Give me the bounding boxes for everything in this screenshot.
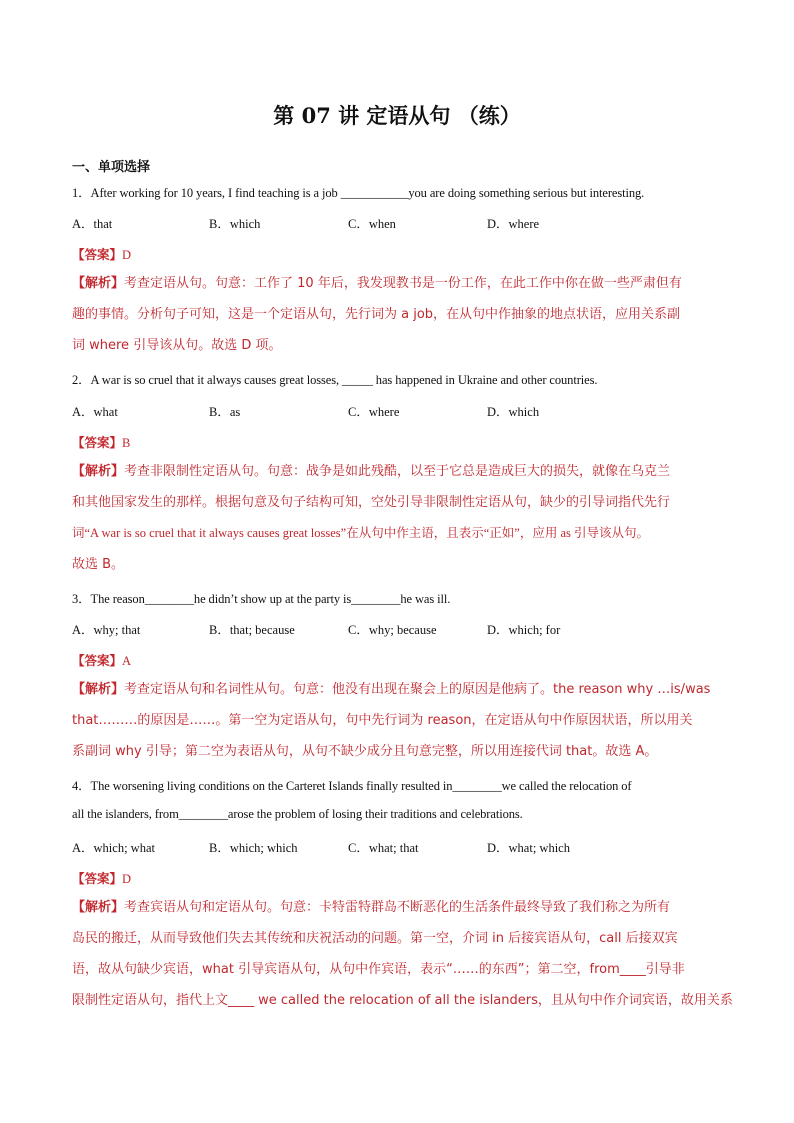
question-1-analysis [72,268,724,361]
question-3-option-b: B．that; because [209,623,295,637]
answer-label: 【答案】 [72,247,123,262]
analysis-text: 趣的事情。分析句子可知，这是一个定语从句，先行词为 a job，在从句中作抽象的地点状语，应用关系副 [72,307,681,322]
answer-value: A [122,654,132,668]
question-2-analysis [72,456,724,580]
analysis-text: 考查非限制性定语从句。句意：战争是如此残酷，以至于它总是造成巨大的损失，就像在乌克兰 [124,464,671,479]
question-3-analysis [72,674,724,767]
question-4-option-a: A．which; what [72,841,155,855]
analysis-label: 【解析】 [72,276,125,291]
question-2-option-d: D．which [487,405,540,419]
question-2-stem: 2．A war is so cruel that it always causes great losses, _____ has happened in Ukraine and other countries. [72,373,598,387]
analysis-text: 词“A war is so cruel that it always causes great losses”在从句中作主语，且表示“正如”，应用 as 引导该从句。 [72,526,649,540]
question-4-option-c: C．what; that [348,841,419,855]
analysis-label: 【解析】 [72,900,125,915]
answer-value: D [122,248,132,262]
question-1-option-d: D．where [487,217,540,231]
question-3-option-c: C．why; because [348,623,437,637]
question-1-stem: 1．After working for 10 years, I find teaching is a job ___________you are doing something serious but interesting. [72,186,645,200]
question-1-option-c: C．when [348,217,396,231]
answer-value: B [122,436,131,450]
question-2-option-a: A．what [72,405,118,419]
page-title: 第 07 讲 定语从句 （练） [273,103,521,128]
question-4-stem-line-1: 4．The worsening living conditions on the Carteret Islands finally resulted in________we called the relocation of [72,779,632,793]
question-3-option-a: A．why; that [72,623,141,637]
question-4-analysis [72,892,733,1016]
analysis-text: 岛民的搬迁，从而导致他们失去其传统和庆祝活动的问题。第一空，介词 in 后接宾语从句，call 后接双宾 [72,931,678,946]
analysis-text: 考查宾语从句和定语从句。句意：卡特雷特群岛不断恶化的生活条件最终导致了我们称之为所有 [124,900,671,915]
analysis-text: 和其他国家发生的那样。根据句意及句子结构可知，空处引导非限制性定语从句，缺少的引导词指代先行 [72,495,671,510]
question-4-option-b: B．which; which [209,841,298,855]
answer-label: 【答案】 [72,435,123,450]
analysis-text: 词 where 引导该从句。故选 D 项。 [72,338,282,353]
analysis-text: 故选 B。 [72,557,125,572]
question-3-answer [72,651,131,669]
analysis-text: 考查定语从句和名词性从句。句意：他没有出现在聚会上的原因是他病了。the reason why …is/was [124,682,711,697]
answer-label: 【答案】 [72,871,123,886]
analysis-label: 【解析】 [72,464,125,479]
analysis-text: that………的原因是……。第一空为定语从句，句中先行词为 reason，在定语从句中作原因状语，所以用关 [72,713,693,728]
question-2-option-c: C．where [348,405,400,419]
analysis-label: 【解析】 [72,682,125,697]
analysis-text: 限制性定语从句，指代上文____ we called the relocation of all the islanders，且从句中作介词宾语，故用关系 [72,993,733,1008]
question-4-stem-line-2: all the islanders, from________arose the problem of losing their traditions and celebrations. [72,807,523,821]
question-2-option-b: B．as [209,405,241,419]
answer-label: 【答案】 [72,653,123,668]
answer-value: D [122,872,132,886]
question-1-answer [72,245,131,263]
question-3-option-d: D．which; for [487,623,561,637]
analysis-text: 语，故从句缺少宾语，what 引导宾语从句，从句中作宾语，表示“……的东西”；第二空，from____引导非 [72,962,685,977]
analysis-text: 考查定语从句。句意：工作了 10 年后，我发现教书是一份工作，在此工作中你在做一些严肃但有 [124,276,682,291]
question-1-option-b: B．which [209,217,261,231]
question-2-answer [72,433,130,451]
question-1-option-a: A．that [72,217,113,231]
question-4-answer [72,869,131,887]
section-heading: 一、单项选择 [72,160,151,175]
question-3-stem: 3．The reason________he didn’t show up at the party is________he was ill. [72,592,451,606]
question-4-option-d: D．what; which [487,841,570,855]
analysis-text: 系副词 why 引导；第二空为表语从句，从句不缺少成分且句意完整，所以用连接代词 that。故选 A。 [72,744,658,759]
